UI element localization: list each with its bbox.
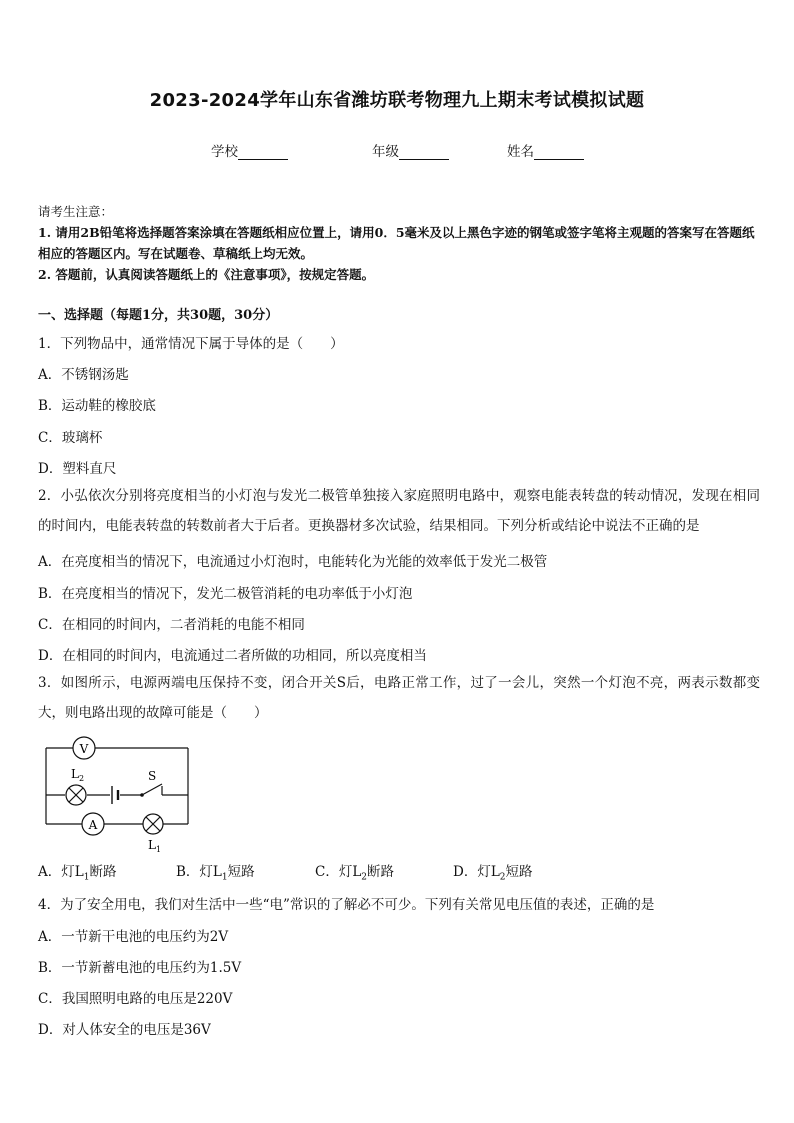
lamp-l1-label: L <box>148 838 156 852</box>
grade-field <box>372 140 449 160</box>
section-heading: 一、选择题（每题1分，共30题，30分） <box>38 308 279 323</box>
q1-option-b: B．运动鞋的橡胶底 <box>38 398 156 414</box>
svg-text:L1 <box>148 838 161 854</box>
notice-item-1: 1. 请用2B铅笔将选择题答案涂填在答题纸相应位置上，请用0．5毫米及以上黑色字迹的钢笔或签字笔将主观题的答案写在答题纸相应的答题区内。写在试题卷、草稿纸上均无效。 <box>38 225 755 261</box>
lamp-l2-symbol <box>66 767 86 805</box>
q1-stem: 1．下列物品中，通常情况下属于导体的是（ ） <box>38 336 344 352</box>
q2-option-b: B．在亮度相当的情况下，发光二极管消耗的电功率低于小灯泡 <box>38 586 413 602</box>
q3-option-a: A．灯$L_1$断路 <box>38 864 117 883</box>
notice-heading: 请考生注意： <box>38 204 114 219</box>
ammeter-label: A <box>88 818 98 832</box>
q1-option-d: D．塑料直尺 <box>38 461 117 477</box>
q2-option-a: A．在亮度相当的情况下，电流通过小灯泡时，电能转化为光能的效率低于发光二极管 <box>38 554 548 570</box>
lamp-l1-symbol <box>143 814 163 854</box>
grade-blank <box>399 145 449 160</box>
school-label: 学校 <box>211 144 238 160</box>
voltmeter-label: V <box>79 742 89 756</box>
q3-option-d: D．灯$L_2$短路 <box>453 864 533 883</box>
q1-option-a: A．不锈钢汤匙 <box>38 367 129 383</box>
q4-option-c: C．我国照明电路的电压是220V <box>38 991 233 1007</box>
q1-option-c: C．玻璃杯 <box>38 430 103 446</box>
name-label: 姓名 <box>507 144 534 160</box>
switch-contact <box>140 793 144 797</box>
lamp-l2-label: L <box>71 767 79 781</box>
q2-option-d: D．在相同的时间内，电流通过二者所做的功相同，所以亮度相当 <box>38 648 427 664</box>
school-blank <box>238 145 288 160</box>
lamp-l1-sub: 1 <box>155 845 162 854</box>
exam-title: 2023-2024学年山东省潍坊联考物理九上期末考试模拟试题 <box>149 90 645 111</box>
q3-stem: 3．如图所示，电源两端电压保持不变，闭合开关S后，电路正常工作，过了一会儿，突然一个灯泡不亮，两表示数都变大，则电路出现的故障可能是（ ） <box>38 675 760 721</box>
q4-option-d: D．对人体安全的电压是36V <box>38 1022 211 1038</box>
q3-circuit-diagram <box>38 734 198 856</box>
q2-stem: 2．小弘依次分别将亮度相当的小灯泡与发光二极管单独接入家庭照明电路中，观察电能表转盘的转动情况，发现在相同的时间内，电能表转盘的转数前者大于后者。更换器材多次试验，结果相同。下列分析或结论中说法不正确的是 <box>38 488 760 534</box>
grade-label: 年级 <box>372 144 399 160</box>
notice-block <box>38 201 760 285</box>
notice-item-2: 2. 答题前，认真阅读答题纸上的《注意事项》，按规定答题。 <box>38 267 375 282</box>
q2-option-c: C．在相同的时间内，二者消耗的电能不相同 <box>38 617 305 633</box>
school-field <box>211 140 288 160</box>
voltmeter-symbol <box>73 737 95 759</box>
name-field <box>507 140 584 160</box>
q4-stem: 4．为了安全用电，我们对生活中一些“电”常识的了解必不可少。下列有关常见电压值的表述，正确的是 <box>38 897 655 913</box>
q3-option-c: C．灯$L_2$断路 <box>315 864 395 883</box>
q4-option-b: B．一节新蓄电池的电压约为1.5V <box>38 960 242 976</box>
q4-option-a: A．一节新干电池的电压约为2V <box>38 929 229 945</box>
ammeter-symbol <box>82 813 104 835</box>
q3-option-b: B．灯$L_1$短路 <box>176 864 255 883</box>
lamp-l2-sub: 2 <box>78 774 85 783</box>
name-blank <box>534 145 584 160</box>
switch-label: S <box>148 769 157 783</box>
svg-text:L2 <box>71 767 84 783</box>
